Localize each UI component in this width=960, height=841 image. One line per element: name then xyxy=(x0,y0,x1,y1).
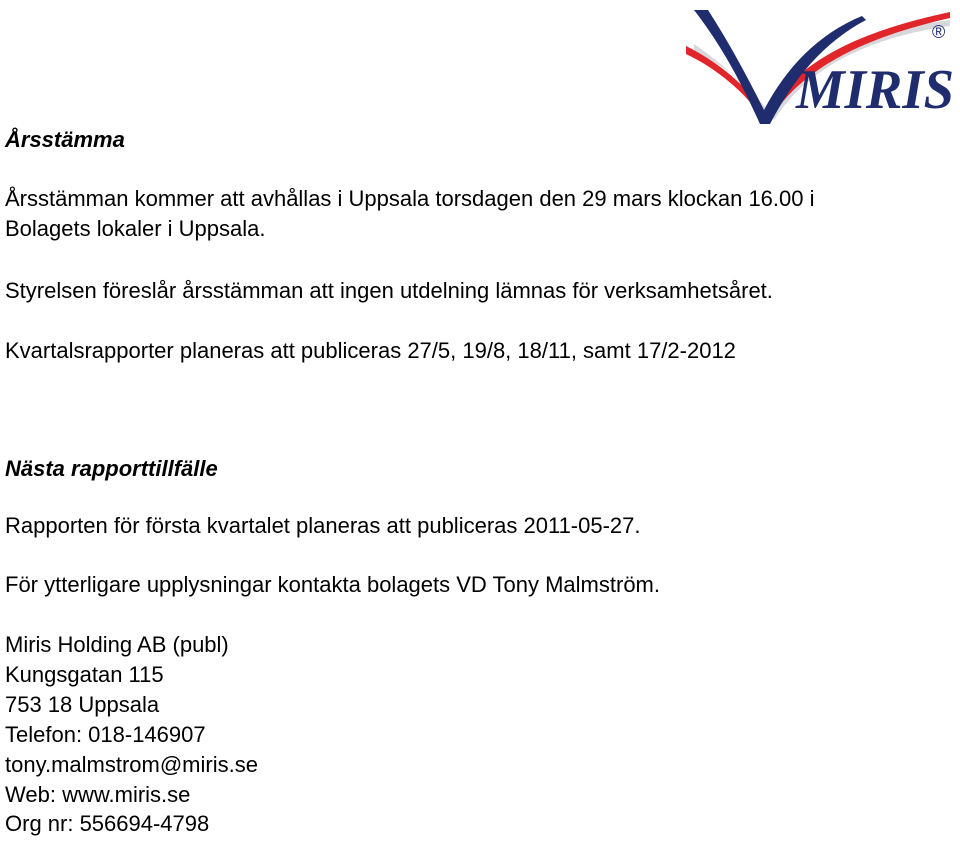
paragraph-rapporten: Rapporten för första kvartalet planeras att publiceras 2011-05-27. xyxy=(5,513,641,538)
contact-phone: Telefon: 018-146907 xyxy=(5,722,206,747)
miris-logo xyxy=(686,4,958,128)
contact-street: Kungsgatan 115 xyxy=(5,662,164,687)
logo-registered-mark: ® xyxy=(932,22,946,42)
paragraph-arsstamma-line1: Årsstämman kommer att avhållas i Uppsala torsdagen den 29 mars klockan 16.00 i xyxy=(5,186,815,211)
contact-postal: 753 18 Uppsala xyxy=(5,692,160,717)
contact-company: Miris Holding AB (publ) xyxy=(5,632,229,657)
contact-web[interactable]: Web: www.miris.se xyxy=(5,782,191,807)
heading-nasta-rapporttillfalle: Nästa rapporttillfälle xyxy=(5,456,218,481)
paragraph-arsstamma-line2: Bolagets lokaler i Uppsala. xyxy=(5,216,266,241)
contact-org-nr: Org nr: 556694-4798 xyxy=(5,811,210,836)
paragraph-kontakt: För ytterligare upplysningar kontakta bolagets VD Tony Malmström. xyxy=(5,572,660,597)
heading-arsstamma: Årsstämma xyxy=(5,127,125,152)
contact-email[interactable]: tony.malmstrom@miris.se xyxy=(5,752,258,777)
paragraph-kvartalsrapporter: Kvartalsrapporter planeras att publiceras 27/5, 19/8, 18/11, samt 17/2-2012 xyxy=(5,338,736,363)
logo-wordmark: MIRIS xyxy=(795,59,954,121)
paragraph-utdelning: Styrelsen föreslår årsstämman att ingen utdelning lämnas för verksamhetsåret. xyxy=(5,278,773,303)
